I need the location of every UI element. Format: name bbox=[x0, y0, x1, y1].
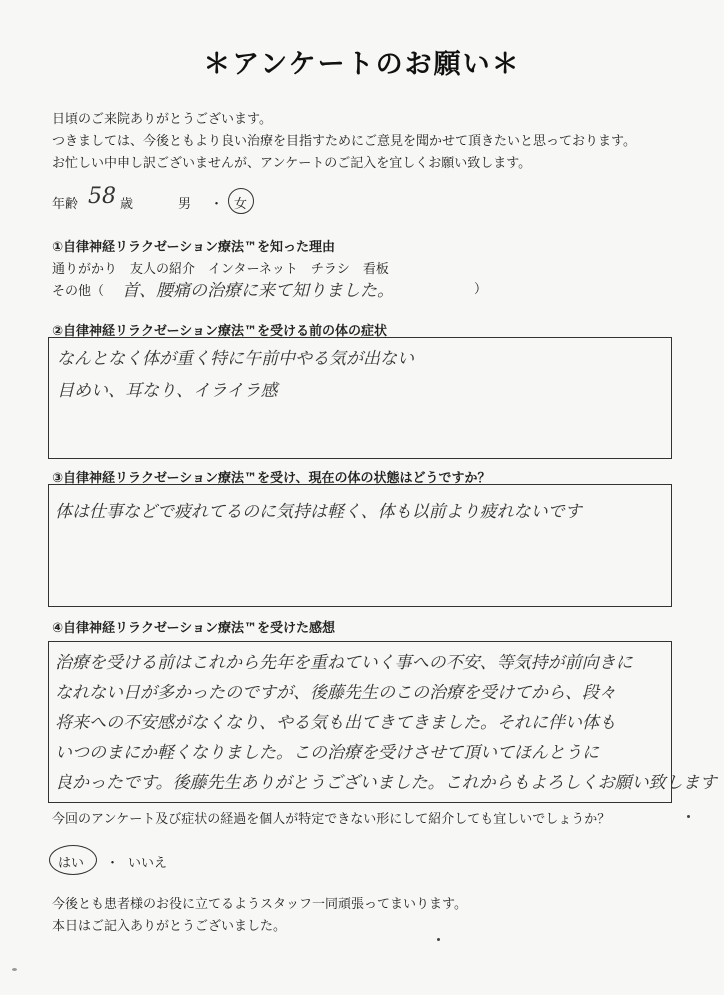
q1-other-label: その他（ bbox=[52, 284, 105, 299]
intro-line-3: お忙しい中申し訳ございませんが、アンケートのご記入を宜しくお願い致します。 bbox=[52, 156, 532, 171]
intro-line-2: つきましては、今後ともより良い治療を目指すためにご意見を聞かせて頂きたいと思っております。 bbox=[52, 134, 636, 149]
page-title: ＊アンケートのお願い＊ bbox=[203, 49, 521, 80]
q4-heading: ④自律神経リラクゼーション療法™を受けた感想 bbox=[52, 621, 335, 636]
q4-answer-line-5: 良かったです。後藤先生ありがとうございました。これからもよろしくお願い致します bbox=[55, 773, 717, 793]
q2-answer-box[interactable] bbox=[48, 337, 672, 459]
q1-other-close: ） bbox=[474, 282, 488, 297]
yes-selected-circle bbox=[49, 845, 97, 875]
q1-other-answer: 首、腰痛の治療に来て知りました。 bbox=[122, 281, 394, 301]
q2-answer-line-2: 目めい、耳なり、イライラ感 bbox=[57, 381, 278, 401]
gender-separator: ・ bbox=[210, 197, 224, 212]
scan-speck bbox=[687, 815, 690, 818]
q2-answer-line-1: なんとなく体が重く特に午前中やる気が出ない bbox=[57, 349, 414, 369]
scan-speck bbox=[437, 938, 440, 941]
q4-answer-box[interactable] bbox=[48, 641, 717, 803]
q3-answer-box[interactable] bbox=[48, 484, 672, 607]
age-unit: 歳 bbox=[120, 197, 134, 212]
age-label: 年齢 bbox=[52, 197, 79, 212]
q2-heading: ②自律神経リラクゼーション療法™を受ける前の体の症状 bbox=[52, 324, 387, 339]
q4-answer-line-1: 治療を受ける前はこれから先年を重ねていく事への不安、等気持が前向きに bbox=[55, 653, 633, 673]
q4-answer-line-2: なれない日が多かったのですが、後藤先生のこの治療を受けてから、段々 bbox=[55, 683, 616, 703]
female-selected-circle bbox=[228, 188, 254, 214]
consent-question: 今回のアンケート及び症状の経過を個人が特定できない形にして紹介しても宜しいでしょうか？ bbox=[52, 812, 611, 827]
q4-answer-line-4: いつのまにか軽くなりました。この治療を受けさせて頂いてほんとうに bbox=[55, 743, 599, 763]
gender-male[interactable]: 男 bbox=[178, 197, 192, 212]
consent-yes[interactable]: はい bbox=[58, 856, 85, 871]
consent-separator: ・ bbox=[106, 856, 120, 871]
q3-answer-line-1: 体は仕事などで疲れてるのに気持は軽く、体も以前より疲れないです bbox=[55, 502, 582, 522]
scan-speck bbox=[12, 968, 17, 971]
q3-heading: ③自律神経リラクゼーション療法™を受け、現在の体の状態はどうですか？ bbox=[52, 471, 491, 486]
consent-no[interactable]: いいえ bbox=[128, 856, 168, 871]
intro-line-1: 日頃のご来院ありがとうございます。 bbox=[52, 112, 272, 127]
closing-line-1: 今後とも患者様のお役に立てるようスタッフ一同頑張ってまいります。 bbox=[52, 897, 467, 912]
gender-female[interactable]: 女 bbox=[234, 197, 248, 212]
q1-options: 通りがかり 友人の紹介 インターネット チラシ 看板 bbox=[52, 262, 389, 277]
q4-answer-line-3: 将来への不安感がなくなり、やる気も出てきてきました。それに伴い体も bbox=[55, 713, 616, 733]
closing-line-2: 本日はご記入ありがとうございました。 bbox=[52, 919, 287, 934]
q1-heading: ①自律神経リラクゼーション療法™を知った理由 bbox=[52, 240, 335, 255]
age-value: 58 bbox=[88, 184, 116, 209]
